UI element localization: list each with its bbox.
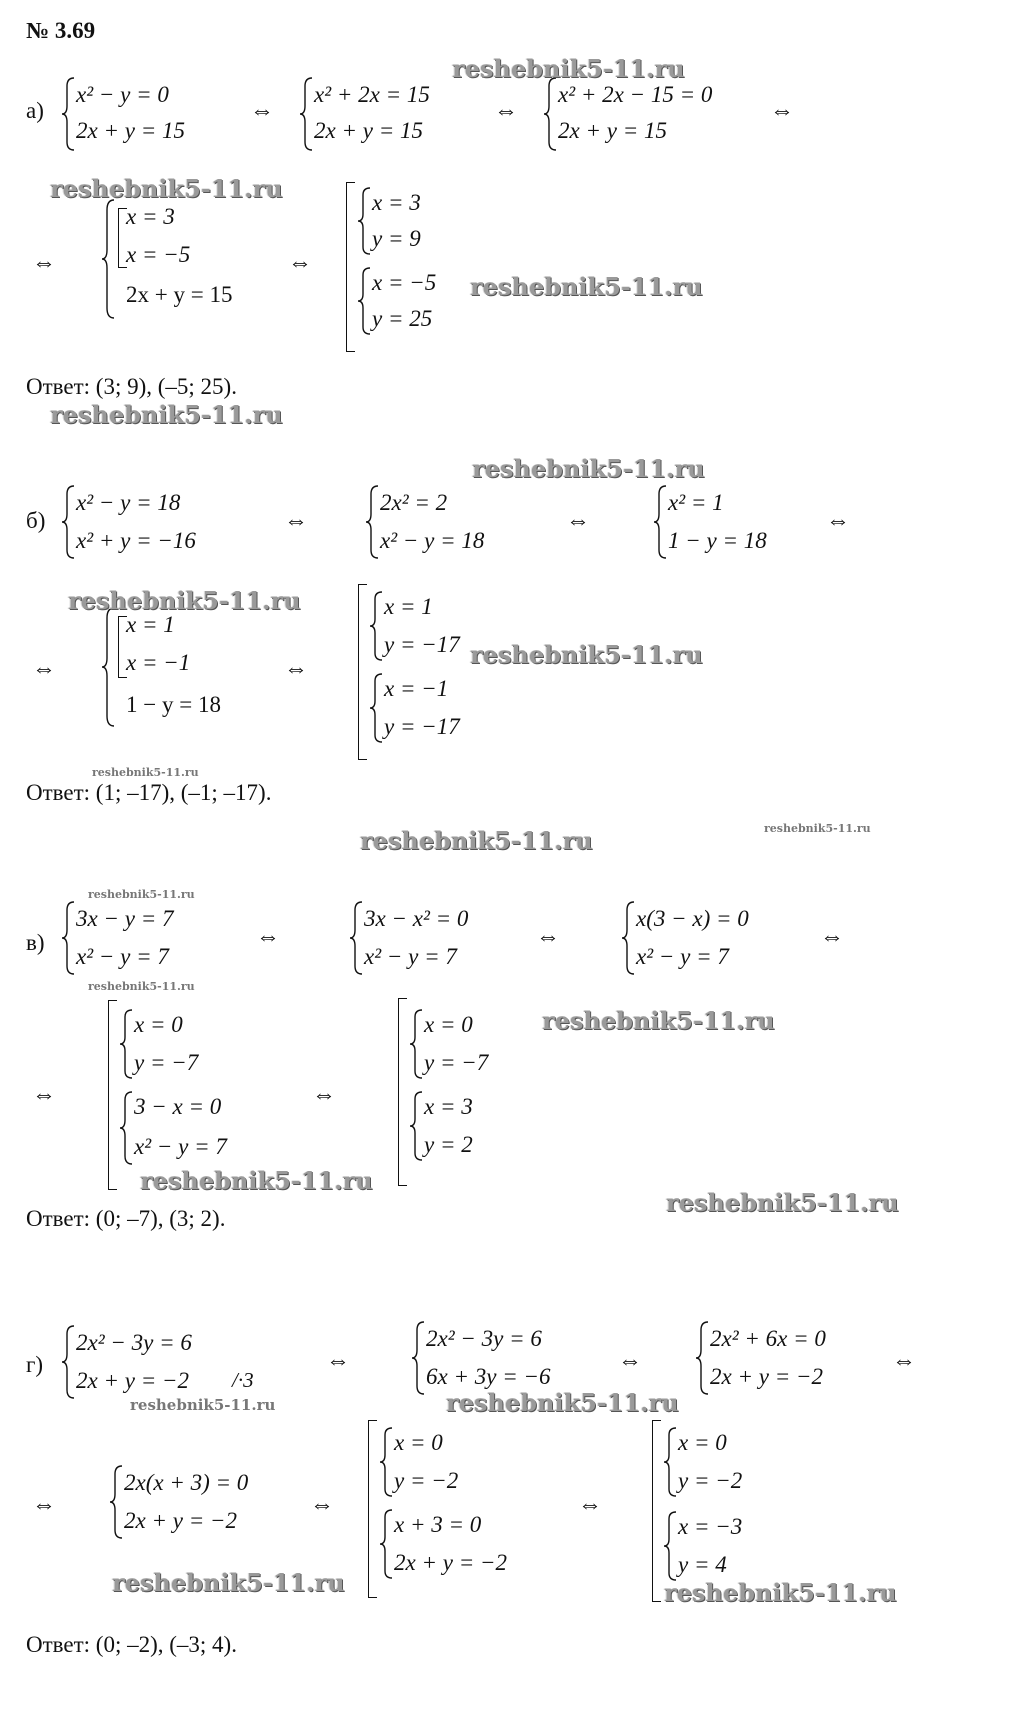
problem-number: № 3.69 bbox=[26, 18, 96, 43]
iff-symbol: ⇔ bbox=[32, 1082, 56, 1108]
part-v-system-5b bbox=[408, 1090, 518, 1162]
equation-line: 2x² − 3y = 6 bbox=[76, 1330, 192, 1355]
part-b-system-2 bbox=[364, 484, 524, 560]
iff-symbol: ⇔ bbox=[32, 656, 56, 682]
part-g-system-4 bbox=[108, 1464, 278, 1540]
watermark: reshebnik5-11.ru bbox=[472, 454, 705, 483]
equation-line: 2x + y = 15 bbox=[76, 118, 185, 143]
curly-brace bbox=[408, 1090, 424, 1162]
curly-brace bbox=[100, 606, 116, 728]
watermark: reshebnik5-11.ru bbox=[50, 400, 283, 429]
equation-line: y = 4 bbox=[678, 1552, 727, 1577]
equation-line: x² − y = 7 bbox=[134, 1134, 227, 1159]
curly-brace bbox=[652, 484, 668, 560]
watermark: reshebnik5-11.ru bbox=[666, 1188, 899, 1217]
part-g-system-5a bbox=[378, 1426, 548, 1498]
equation-line: 2x + y = 15 bbox=[558, 118, 667, 143]
iff-symbol: ⇔ bbox=[288, 250, 312, 276]
part-a-label: а) bbox=[26, 98, 44, 123]
iff-symbol: ⇔ bbox=[892, 1348, 916, 1374]
watermark: reshebnik5-11.ru bbox=[470, 272, 703, 301]
iff-symbol: ⇔ bbox=[32, 250, 56, 276]
curly-brace bbox=[356, 186, 372, 256]
watermark: reshebnik5-11.ru bbox=[764, 822, 871, 835]
curly-brace bbox=[368, 672, 384, 744]
equation-line: x + 3 = 0 bbox=[394, 1512, 482, 1537]
part-v-system-1 bbox=[60, 900, 220, 976]
curly-brace bbox=[662, 1426, 678, 1498]
equation-line: x² − y = 7 bbox=[364, 944, 457, 969]
iff-symbol: ⇔ bbox=[566, 508, 590, 534]
part-g-system-3 bbox=[694, 1320, 874, 1396]
curly-brace bbox=[364, 484, 380, 560]
part-g-system-2 bbox=[410, 1320, 580, 1396]
watermark: reshebnik5-11.ru bbox=[470, 640, 703, 669]
part-b-system-5b bbox=[368, 672, 498, 744]
part-b-union-bracket bbox=[358, 584, 367, 760]
part-v-system-2 bbox=[348, 900, 508, 976]
multiplier-note: /·3 bbox=[232, 1368, 254, 1392]
equation-line: y = 2 bbox=[424, 1132, 473, 1157]
equation-line: x² − y = 18 bbox=[380, 528, 485, 553]
equation-line: 3x − y = 7 bbox=[76, 906, 174, 931]
equation-line: 2x + y = −2 bbox=[710, 1364, 823, 1389]
watermark: reshebnik5-11.ru bbox=[542, 1006, 775, 1035]
equation-line: x = 1 bbox=[126, 612, 175, 637]
equation-line: 2x + y = −2 bbox=[394, 1550, 507, 1575]
iff-symbol: ⇔ bbox=[284, 656, 308, 682]
equation-line: y = −7 bbox=[424, 1050, 489, 1075]
part-g-system-1 bbox=[60, 1324, 250, 1400]
equation-line: 2x² + 6x = 0 bbox=[710, 1326, 826, 1351]
part-g-system-5b bbox=[378, 1508, 548, 1580]
equation-line: 2x + y = 15 bbox=[314, 118, 423, 143]
equation-line: x = −5 bbox=[372, 270, 437, 295]
equation-line: 6x + 3y = −6 bbox=[426, 1364, 551, 1389]
part-v-system-5a bbox=[408, 1008, 518, 1080]
part-a-union-bracket bbox=[346, 182, 355, 352]
watermark: reshebnik5-11.ru bbox=[88, 888, 195, 901]
equation-line: 2x² = 2 bbox=[380, 490, 448, 515]
equation-line: x² = 1 bbox=[668, 490, 724, 515]
curly-brace bbox=[100, 198, 116, 320]
equation-line: y = −2 bbox=[678, 1468, 743, 1493]
part-b-system-3 bbox=[652, 484, 792, 560]
equation-line: 3 − x = 0 bbox=[134, 1094, 222, 1119]
curly-brace bbox=[410, 1320, 426, 1396]
watermark: reshebnik5-11.ru bbox=[360, 826, 593, 855]
iff-symbol: ⇔ bbox=[284, 508, 308, 534]
watermark: reshebnik5-11.ru bbox=[112, 1568, 345, 1597]
part-a-system-2 bbox=[298, 76, 468, 152]
part-a-answer: Ответ: (3; 9), (–5; 25). bbox=[26, 374, 237, 399]
equation-line: x = 3 bbox=[126, 204, 175, 229]
part-v-system-4b bbox=[118, 1090, 278, 1166]
equation-line: x = −1 bbox=[384, 676, 449, 701]
equation-line: x = 3 bbox=[372, 190, 421, 215]
equation-line: 2x + y = −2 bbox=[76, 1368, 189, 1393]
part-g-system-6b bbox=[662, 1510, 782, 1582]
equation-line: x² − y = 0 bbox=[76, 82, 169, 107]
equation-line: x² − y = 7 bbox=[76, 944, 169, 969]
iff-symbol: ⇔ bbox=[536, 924, 560, 950]
part-a-system-3 bbox=[542, 76, 742, 152]
watermark: reshebnik5-11.ru bbox=[446, 1388, 679, 1417]
equation-line: x = −5 bbox=[126, 242, 191, 267]
curly-brace bbox=[118, 1008, 134, 1080]
equation-line: x² + 2x = 15 bbox=[314, 82, 430, 107]
curly-brace bbox=[60, 1324, 76, 1400]
equation-line: x² − y = 18 bbox=[76, 490, 181, 515]
iff-symbol: ⇔ bbox=[256, 924, 280, 950]
part-a-system-5b bbox=[356, 266, 486, 336]
equation-line: x = 0 bbox=[424, 1012, 473, 1037]
equation-line: x² + 2x − 15 = 0 bbox=[558, 82, 713, 107]
curly-brace bbox=[108, 1464, 124, 1540]
iff-symbol: ⇔ bbox=[820, 924, 844, 950]
part-a-system-4 bbox=[100, 198, 270, 320]
part-v-label: в) bbox=[26, 930, 45, 955]
part-v-union-bracket-1 bbox=[108, 1000, 117, 1190]
equation-line: y = −17 bbox=[384, 632, 460, 657]
equation-line: x = 0 bbox=[678, 1430, 727, 1455]
curly-brace bbox=[620, 900, 636, 976]
equation-line: x² + y = −16 bbox=[76, 528, 196, 553]
curly-brace bbox=[368, 590, 384, 662]
equation-line: x = 1 bbox=[384, 594, 433, 619]
equation-line: 3x − x² = 0 bbox=[364, 906, 469, 931]
watermark: reshebnik5-11.ru bbox=[130, 1396, 276, 1414]
iff-symbol: ⇔ bbox=[618, 1348, 642, 1374]
part-a-system-5a bbox=[356, 186, 486, 256]
part-b-label: б) bbox=[26, 508, 46, 533]
iff-symbol: ⇔ bbox=[326, 1348, 350, 1374]
iff-symbol: ⇔ bbox=[578, 1492, 602, 1518]
equation-line: y = −2 bbox=[394, 1468, 459, 1493]
equation-line: x = 0 bbox=[134, 1012, 183, 1037]
part-g-label: г) bbox=[26, 1352, 44, 1377]
equation-line: 1 − y = 18 bbox=[668, 528, 767, 553]
part-g-system-6a bbox=[662, 1426, 782, 1498]
iff-symbol: ⇔ bbox=[250, 98, 274, 124]
curly-brace bbox=[408, 1008, 424, 1080]
iff-symbol: ⇔ bbox=[770, 98, 794, 124]
equation-line: 2x² − 3y = 6 bbox=[426, 1326, 542, 1351]
curly-brace bbox=[298, 76, 314, 152]
watermark: reshebnik5-11.ru bbox=[452, 54, 685, 83]
part-b-system-1 bbox=[60, 484, 250, 560]
watermark: reshebnik5-11.ru bbox=[140, 1166, 373, 1195]
part-v-answer: Ответ: (0; –7), (3; 2). bbox=[26, 1206, 226, 1231]
curly-brace bbox=[662, 1510, 678, 1582]
part-a-system-1 bbox=[60, 76, 240, 152]
iff-symbol: ⇔ bbox=[310, 1492, 334, 1518]
part-v-system-4a bbox=[118, 1008, 278, 1080]
equation-line: 2x + y = −2 bbox=[124, 1508, 237, 1533]
iff-symbol: ⇔ bbox=[32, 1492, 56, 1518]
curly-brace bbox=[60, 900, 76, 976]
curly-brace bbox=[378, 1426, 394, 1498]
equation-line: x = 3 bbox=[424, 1094, 473, 1119]
iff-symbol: ⇔ bbox=[826, 508, 850, 534]
equation-line: x = −3 bbox=[678, 1514, 743, 1539]
part-b-answer: Ответ: (1; –17), (–1; –17). bbox=[26, 780, 272, 805]
curly-brace bbox=[60, 484, 76, 560]
equation-line: x² − y = 7 bbox=[636, 944, 729, 969]
watermark: reshebnik5-11.ru bbox=[88, 980, 195, 993]
curly-brace bbox=[694, 1320, 710, 1396]
equation-line: x(3 − x) = 0 bbox=[636, 906, 749, 931]
iff-symbol: ⇔ bbox=[494, 98, 518, 124]
part-v-union-bracket-2 bbox=[398, 998, 407, 1186]
equation-line: x = 0 bbox=[394, 1430, 443, 1455]
part-g-union-bracket-1 bbox=[368, 1420, 377, 1598]
curly-brace bbox=[348, 900, 364, 976]
part-v-system-3 bbox=[620, 900, 790, 976]
iff-symbol: ⇔ bbox=[312, 1082, 336, 1108]
equation-line: 2x + y = 15 bbox=[126, 282, 233, 307]
watermark: reshebnik5-11.ru bbox=[68, 586, 301, 615]
equation-line: x = −1 bbox=[126, 650, 191, 675]
equation-line: y = 9 bbox=[372, 226, 421, 251]
curly-brace bbox=[356, 266, 372, 336]
equation-line: 2x(x + 3) = 0 bbox=[124, 1470, 249, 1495]
equation-line: y = 25 bbox=[372, 306, 433, 331]
curly-brace bbox=[542, 76, 558, 152]
equation-line: 1 − y = 18 bbox=[126, 692, 221, 717]
watermark: reshebnik5-11.ru bbox=[50, 174, 283, 203]
part-g-union-bracket-2 bbox=[652, 1420, 661, 1602]
watermark: reshebnik5-11.ru bbox=[664, 1578, 897, 1607]
equation-line: y = −17 bbox=[384, 714, 460, 739]
equation-line: y = −7 bbox=[134, 1050, 199, 1075]
part-b-system-4 bbox=[100, 606, 260, 728]
curly-brace bbox=[118, 1090, 134, 1166]
part-g-answer: Ответ: (0; –2), (–3; 4). bbox=[26, 1632, 237, 1657]
watermark: reshebnik5-11.ru bbox=[92, 766, 199, 779]
curly-brace bbox=[60, 76, 76, 152]
curly-brace bbox=[378, 1508, 394, 1580]
